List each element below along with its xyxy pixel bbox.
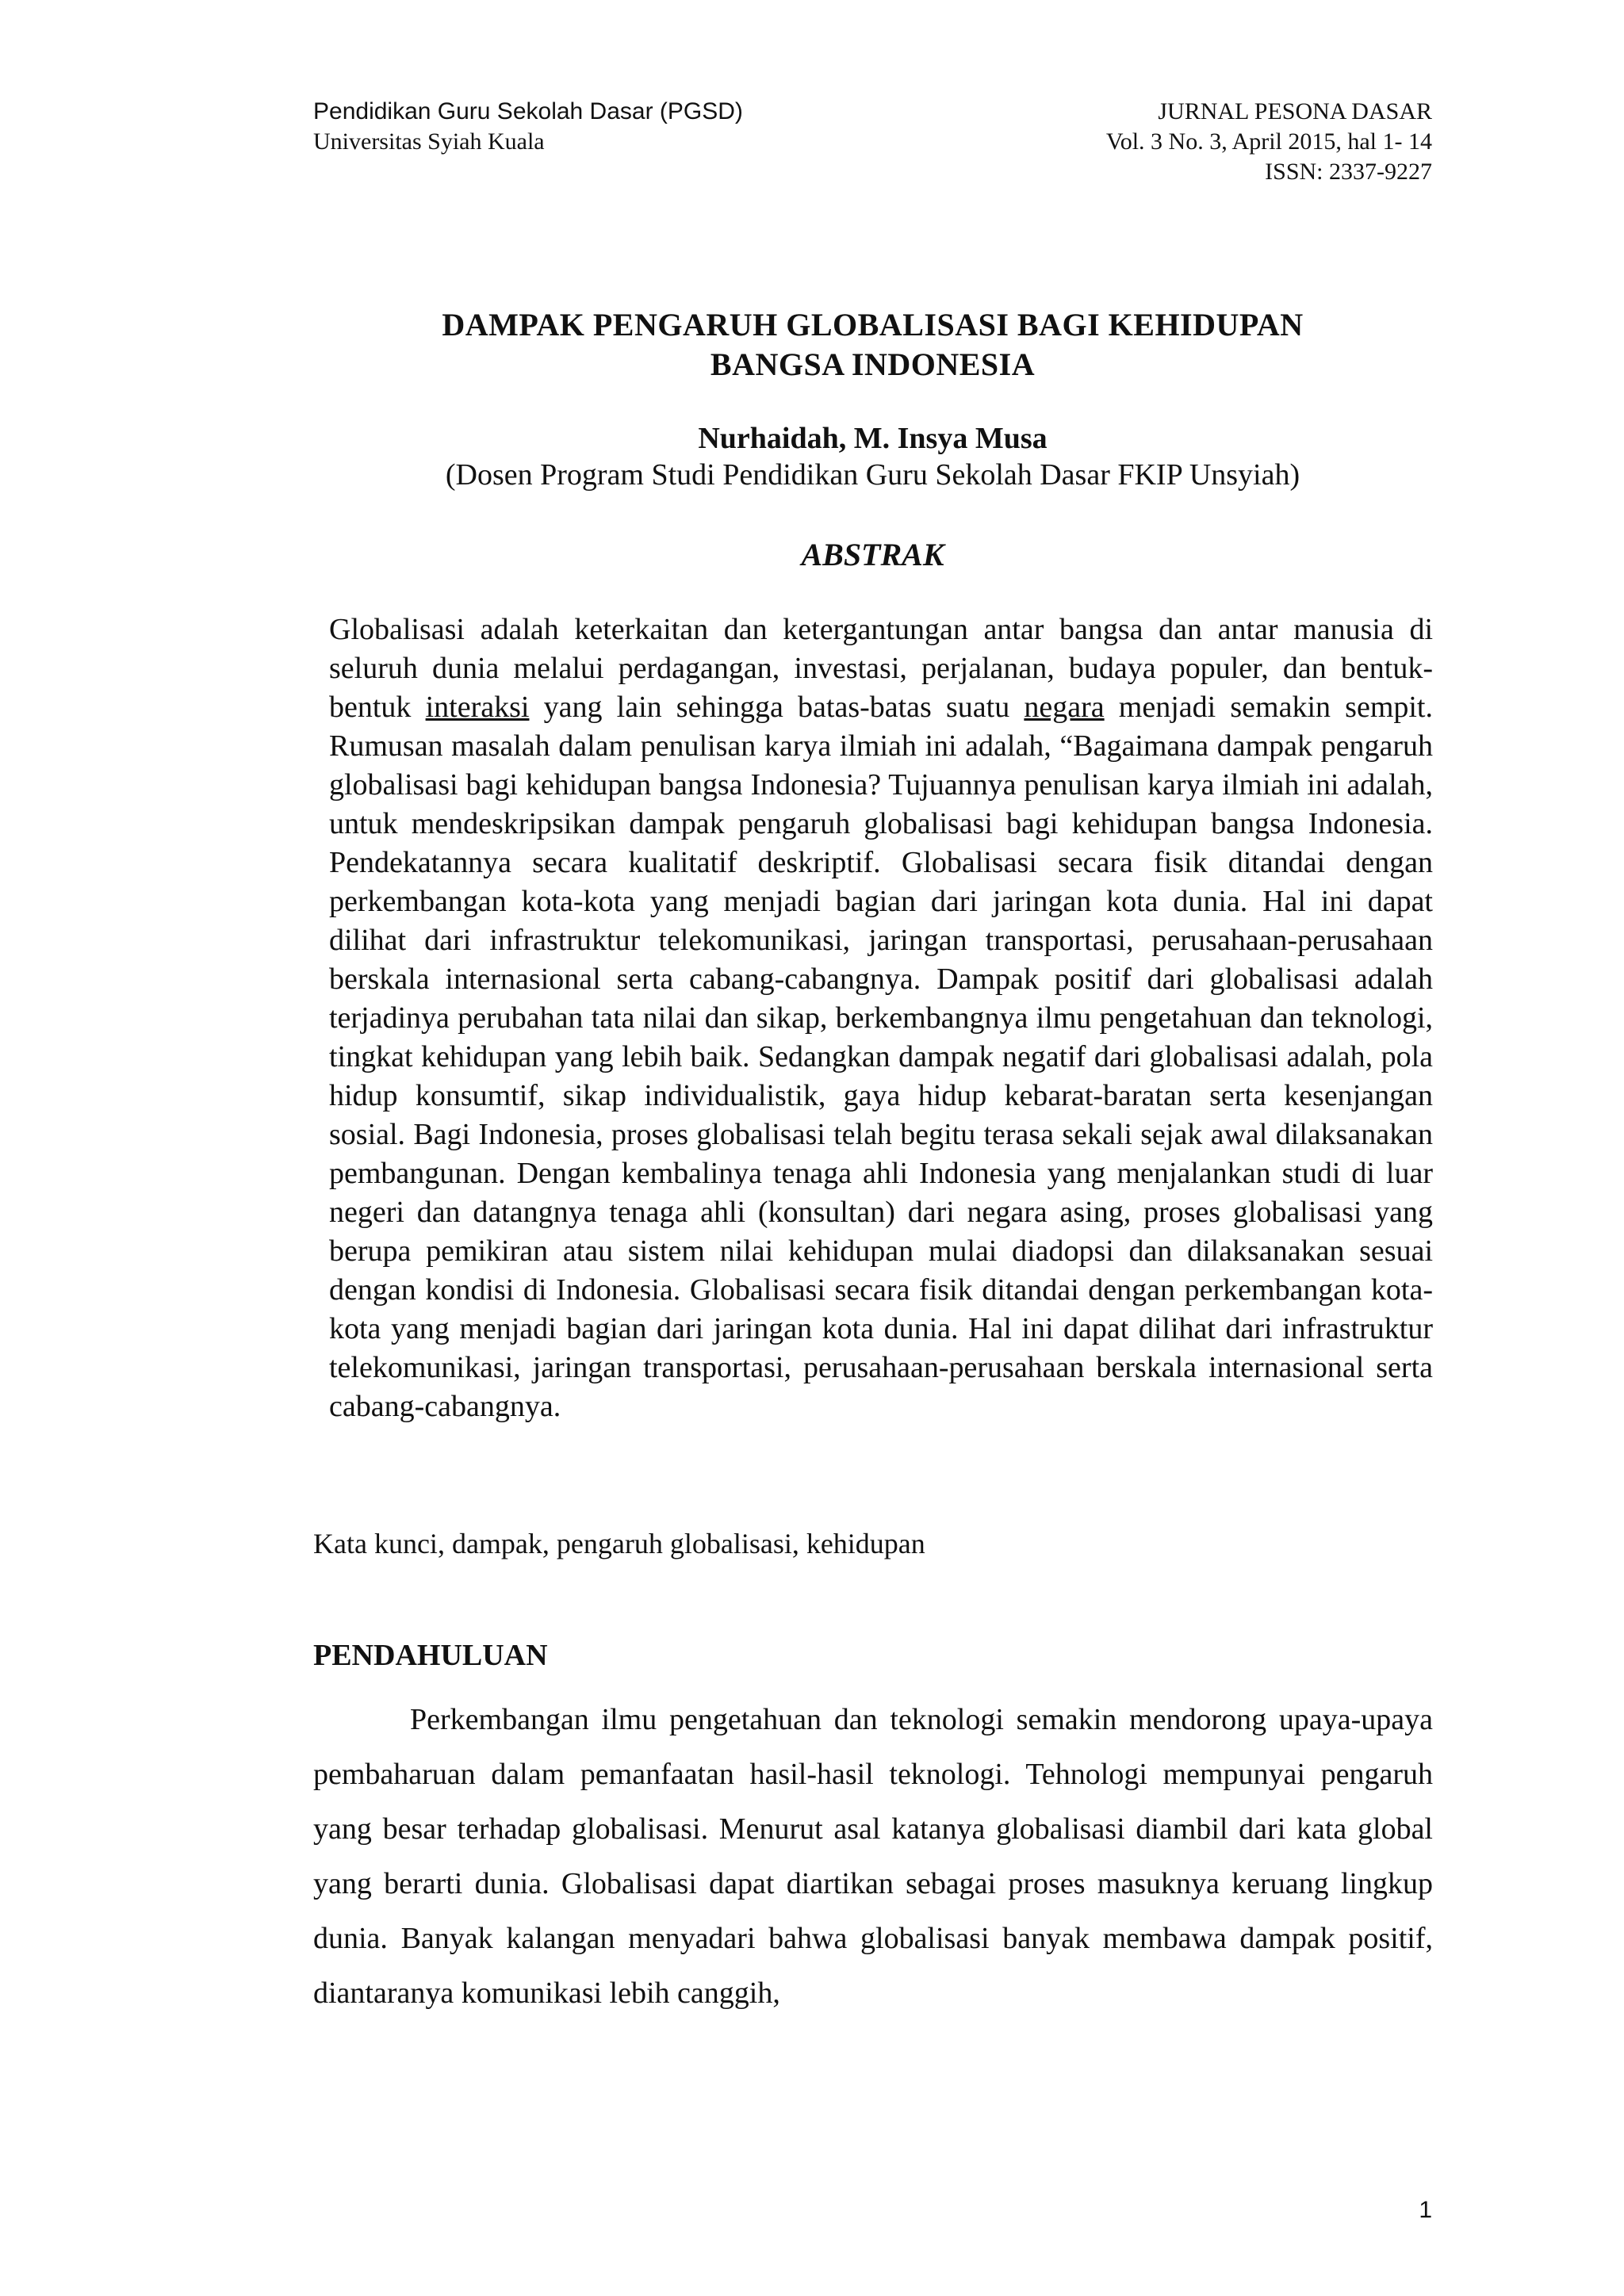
journal-header-left	[313, 97, 743, 157]
keywords: Kata kunci, dampak, pengaruh globalisasi, kehidupan	[313, 1528, 925, 1559]
paper-title	[313, 305, 1432, 385]
abstract-part-2: yang lain sehingga batas-batas suatu	[529, 691, 1025, 724]
abstract-heading: ABSTRAK	[801, 537, 944, 572]
author-names: Nurhaidah, M. Insya Musa	[698, 422, 1048, 455]
title-line-2: BANGSA INDONESIA	[710, 346, 1036, 382]
introduction-paragraph: Perkembangan ilmu pengetahuan dan teknologi semakin mendorong upaya-upaya pembaharuan dalam pemanfaatan hasil-hasil teknologi. Tehnologi mempunyai pengaruh yang besar terhadap globalisasi. Menurut asal katanya globalisasi diambil dari kata global yang berarti dunia. Globalisasi dapat diartikan sebagai proses masuknya keruang lingkup dunia. Banyak kalangan menyadari bahwa globalisasi banyak membawa dampak positif, diantaranya komunikasi lebih canggih,	[313, 1703, 1433, 2010]
header-journal-name: JURNAL PESONA DASAR	[1158, 98, 1432, 124]
title-line-1: DAMPAK PENGARUH GLOBALISASI BAGI KEHIDUPAN	[442, 307, 1304, 342]
author-affiliation: (Dosen Program Studi Pendidikan Guru Sekolah Dasar FKIP Unsyiah)	[445, 458, 1300, 492]
journal-header-right	[1106, 97, 1432, 187]
header-program: Pendidikan Guru Sekolah Dasar (PGSD)	[313, 98, 743, 124]
page-number: 1	[1419, 2197, 1432, 2223]
abstract-part-1: Globalisasi adalah keterkaitan dan ketergantungan antar bangsa dan antar manusia di seluruh dunia melalui perdagangan, investasi, perjalanan, budaya populer, dan bentuk-bentuk	[329, 613, 1433, 724]
author-block	[313, 420, 1432, 493]
interaksi-link[interactable]: interaksi	[425, 691, 530, 724]
header-university: Universitas Syiah Kuala	[313, 128, 545, 155]
section-heading-introduction: PENDAHULUAN	[313, 1639, 548, 1672]
negara-link[interactable]: negara	[1024, 691, 1105, 724]
abstract-part-3: menjadi semakin sempit. Rumusan masalah dalam penulisan karya ilmiah ini adalah, “Bagaimana dampak pengaruh globalisasi bagi kehidupan bangsa Indonesia? Tujuannya penulisan karya ilmiah ini adalah, untuk mendeskripsikan dampak pengaruh globalisasi bagi kehidupan bangsa Indonesia. Pendekatannya secara kualitatif deskriptif. Globalisasi secara fisik ditandai dengan perkembangan kota-kota yang menjadi bagian dari jaringan kota dunia. Hal ini dapat dilihat dari infrastruktur telekomunikasi, jaringan transportasi, perusahaan-perusahaan berskala internasional serta cabang-cabangnya. Dampak positif dari globalisasi adalah terjadinya perubahan tata nilai dan sikap, berkembangnya ilmu pengetahuan dan teknologi, tingkat kehidupan yang lebih baik. Sedangkan dampak negatif dari globalisasi adalah, pola hidup konsumtif, sikap individualistik, gaya hidup kebarat-baratan serta kesenjangan sosial. Bagi Indonesia, proses globalisasi telah begitu terasa sekali sejak awal dilaksanakan pembangunan. Dengan kembalinya tenaga ahli Indonesia yang menjalankan studi di luar negeri dan datangnya tenaga ahli (konsultan) dari negara asing, proses globalisasi yang berupa pemikiran atau sistem nilai kehidupan mulai diadopsi dan dilaksanakan sesuai dengan kondisi di Indonesia. Globalisasi secara fisik ditandai dengan perkembangan kota-kota yang menjadi bagian dari jaringan kota dunia. Hal ini dapat dilihat dari infrastruktur telekomunikasi, jaringan transportasi, perusahaan-perusahaan berskala internasional serta cabang-cabangnya.	[329, 691, 1433, 1423]
header-volume: Vol. 3 No. 3, April 2015, hal 1- 14	[1105, 128, 1432, 155]
header-issn: ISSN: 2337-9227	[1265, 159, 1432, 185]
abstract-text	[329, 610, 1433, 1426]
